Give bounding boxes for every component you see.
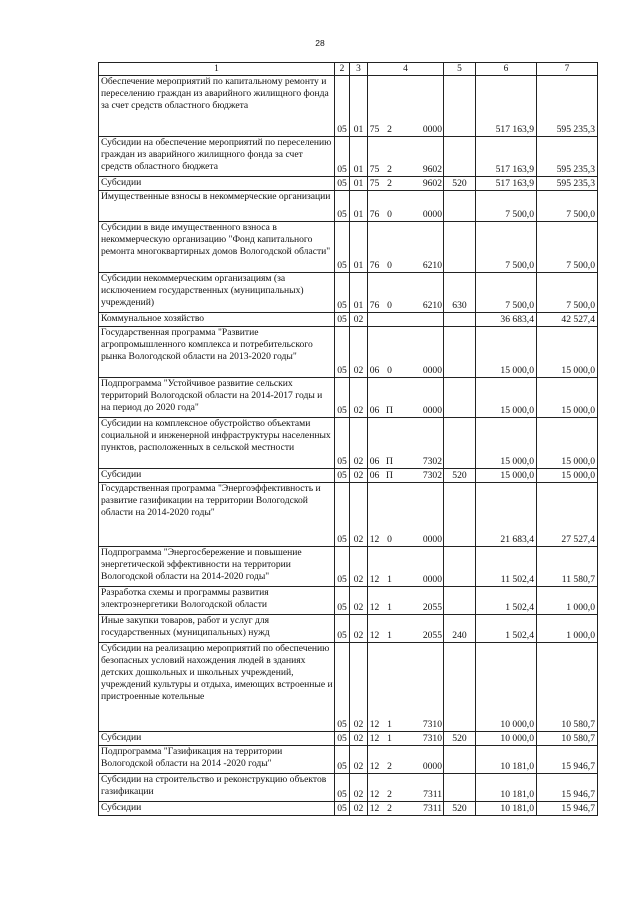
subsection-code: 02 [350, 547, 368, 587]
table-row [99, 177, 598, 191]
subsection-code: 02 [350, 774, 368, 802]
table-row [99, 774, 598, 802]
amount-2017: 10 580,7 [537, 643, 598, 732]
expense-type-code [444, 643, 476, 732]
budget-table [98, 62, 598, 816]
table-row [99, 802, 598, 816]
section-code: 05 [335, 615, 350, 643]
subsection-code: 01 [350, 76, 368, 137]
amount-2017: 15 000,0 [537, 327, 598, 378]
amount-2016: 11 502,4 [476, 547, 537, 587]
direction-code: 2055 [422, 602, 442, 613]
direction-code: 0000 [422, 209, 442, 220]
amount-2016: 10 181,0 [476, 746, 537, 774]
article-name: Разработка схемы и программы развития электроэнергетики Вологодской области [99, 587, 335, 615]
table-row [99, 76, 598, 137]
target-article-code [368, 137, 444, 177]
amount-2017: 11 580,7 [537, 547, 598, 587]
subsection-code: 02 [350, 313, 368, 327]
direction-code: 7311 [423, 803, 442, 814]
section-code: 05 [335, 469, 350, 483]
amount-2017: 15 000,0 [537, 469, 598, 483]
subsection-code: 02 [350, 418, 368, 469]
subprogram-code: П [386, 456, 393, 467]
amount-2017: 595 235,3 [537, 137, 598, 177]
subsection-code: 02 [350, 732, 368, 746]
section-code: 05 [335, 378, 350, 418]
amount-2016: 517 163,9 [476, 137, 537, 177]
expense-type-code [444, 137, 476, 177]
amount-2017: 595 235,3 [537, 76, 598, 137]
amount-2016: 15 000,0 [476, 378, 537, 418]
program-code: 75 [369, 164, 380, 175]
subprogram-code: 1 [387, 733, 392, 744]
amount-2017: 15 000,0 [537, 378, 598, 418]
amount-2017: 1 000,0 [537, 587, 598, 615]
subsection-code: 02 [350, 469, 368, 483]
target-article-code [368, 469, 444, 483]
subprogram-code: 0 [387, 534, 392, 545]
section-code: 05 [335, 547, 350, 587]
subsection-code: 02 [350, 327, 368, 378]
program-code: 76 [369, 260, 380, 271]
article-name: Субсидии на комплексное обустройство объектами социальной и инженерной инфраструктуры населенных пунктов, расположенных в сельской местности [99, 418, 335, 469]
table-row [99, 587, 598, 615]
header-cell: 6 [476, 63, 537, 76]
section-code: 05 [335, 732, 350, 746]
header-cell: 7 [537, 63, 598, 76]
amount-2016: 10 181,0 [476, 774, 537, 802]
subprogram-code: П [386, 405, 393, 416]
article-name: Обеспечение мероприятий по капитальному ремонту и переселению граждан из аварийного жилищного фонда за счет средств областного бюджета [99, 76, 335, 137]
target-article-code [368, 643, 444, 732]
expense-type-code [444, 222, 476, 273]
section-code: 05 [335, 418, 350, 469]
target-article-code [368, 746, 444, 774]
amount-2017: 15 946,7 [537, 774, 598, 802]
program-code: 12 [369, 733, 380, 744]
target-article-code [368, 177, 444, 191]
article-name: Субсидии [99, 732, 335, 746]
header-cell: 3 [350, 63, 368, 76]
direction-code: 9602 [422, 164, 442, 175]
amount-2017: 595 235,3 [537, 177, 598, 191]
table-row [99, 547, 598, 587]
amount-2016: 15 000,0 [476, 418, 537, 469]
direction-code: 0000 [422, 365, 442, 376]
direction-code: 0000 [422, 124, 442, 135]
target-article-code [368, 774, 444, 802]
target-article-code [368, 483, 444, 547]
table-row [99, 378, 598, 418]
subsection-code: 02 [350, 643, 368, 732]
amount-2016: 36 683,4 [476, 313, 537, 327]
expense-type-code [444, 547, 476, 587]
amount-2016: 7 500,0 [476, 191, 537, 222]
target-article-code [368, 732, 444, 746]
amount-2017: 7 500,0 [537, 222, 598, 273]
program-code: 12 [369, 630, 380, 641]
target-article-code [368, 327, 444, 378]
expense-type-code [444, 418, 476, 469]
header-row [99, 63, 598, 76]
amount-2017: 10 580,7 [537, 732, 598, 746]
expense-type-code [444, 76, 476, 137]
table-row [99, 418, 598, 469]
amount-2017: 15 946,7 [537, 746, 598, 774]
table-row [99, 469, 598, 483]
target-article-code [368, 222, 444, 273]
direction-code: 7310 [422, 719, 442, 730]
target-article-code [368, 418, 444, 469]
section-code: 05 [335, 313, 350, 327]
expense-type-code: 240 [444, 615, 476, 643]
subsection-code: 02 [350, 378, 368, 418]
amount-2017: 27 527,4 [537, 483, 598, 547]
target-article-code [368, 587, 444, 615]
subprogram-code: 0 [387, 209, 392, 220]
amount-2016: 517 163,9 [476, 76, 537, 137]
table-row [99, 643, 598, 732]
amount-2016: 517 163,9 [476, 177, 537, 191]
table-row [99, 483, 598, 547]
amount-2016: 7 500,0 [476, 222, 537, 273]
expense-type-code: 520 [444, 469, 476, 483]
table-row [99, 191, 598, 222]
direction-code: 7302 [422, 456, 442, 467]
program-code: 12 [369, 574, 380, 585]
subprogram-code: 2 [387, 164, 392, 175]
expense-type-code [444, 327, 476, 378]
amount-2016: 15 000,0 [476, 469, 537, 483]
program-code: 76 [369, 300, 380, 311]
subprogram-code: 1 [387, 719, 392, 730]
section-code: 05 [335, 177, 350, 191]
expense-type-code [444, 378, 476, 418]
target-article-code [368, 547, 444, 587]
table-row [99, 273, 598, 313]
target-article-code [368, 802, 444, 816]
subprogram-code: 2 [387, 803, 392, 814]
expense-type-code [444, 483, 476, 547]
amount-2016: 15 000,0 [476, 327, 537, 378]
article-name: Субсидии на строительство и реконструкцию объектов газификации [99, 774, 335, 802]
amount-2016: 10 000,0 [476, 643, 537, 732]
header-cell: 4 [368, 63, 444, 76]
amount-2016: 10 181,0 [476, 802, 537, 816]
table-row [99, 615, 598, 643]
table-row [99, 327, 598, 378]
amount-2016: 21 683,4 [476, 483, 537, 547]
program-code: 76 [369, 209, 380, 220]
expense-type-code: 520 [444, 802, 476, 816]
section-code: 05 [335, 483, 350, 547]
section-code: 05 [335, 643, 350, 732]
target-article-code [368, 273, 444, 313]
subsection-code: 02 [350, 483, 368, 547]
program-code: 06 [369, 470, 380, 481]
direction-code: 2055 [422, 630, 442, 641]
subprogram-code: 0 [387, 365, 392, 376]
header-cell: 2 [335, 63, 350, 76]
program-code: 06 [369, 365, 380, 376]
section-code: 05 [335, 587, 350, 615]
target-article-code [368, 615, 444, 643]
subprogram-code: 0 [387, 260, 392, 271]
section-code: 05 [335, 802, 350, 816]
subprogram-code: 1 [387, 602, 392, 613]
article-name: Иные закупки товаров, работ и услуг для государственных (муниципальных) нужд [99, 615, 335, 643]
subsection-code: 01 [350, 273, 368, 313]
article-name: Подпрограмма "Энергосбережение и повышение энергетической эффективности на территории Вологодской области на 2014-2020 годы" [99, 547, 335, 587]
table-row [99, 732, 598, 746]
section-code: 05 [335, 76, 350, 137]
subsection-code: 02 [350, 587, 368, 615]
article-name: Субсидии некоммерческим организациям (за исключением государственных (муниципальных) учреждений) [99, 273, 335, 313]
expense-type-code [444, 191, 476, 222]
target-article-code [368, 76, 444, 137]
target-article-code [368, 313, 444, 327]
amount-2016: 1 502,4 [476, 615, 537, 643]
subprogram-code: 1 [387, 574, 392, 585]
program-code: 12 [369, 803, 380, 814]
article-name: Государственная программа "Развитие агропромышленного комплекса и потребительского рынка Вологодской области на 2013-2020 годы" [99, 327, 335, 378]
subsection-code: 02 [350, 615, 368, 643]
subprogram-code: П [386, 470, 393, 481]
section-code: 05 [335, 273, 350, 313]
program-code: 75 [369, 178, 380, 189]
subsection-code: 01 [350, 222, 368, 273]
direction-code: 0000 [422, 761, 442, 772]
subsection-code: 01 [350, 177, 368, 191]
section-code: 05 [335, 191, 350, 222]
direction-code: 0000 [422, 534, 442, 545]
program-code: 12 [369, 534, 380, 545]
amount-2017: 42 527,4 [537, 313, 598, 327]
article-name: Субсидии [99, 469, 335, 483]
article-name: Субсидии на реализацию мероприятий по обеспечению безопасных условий нахождения людей в зданиях детских дошкольных и школьных учреждений, учреждений культуры и отдыха, имеющих встроенные и пристроенные котельные [99, 643, 335, 732]
article-name: Подпрограмма "Устойчивое развитие сельских территорий Вологодской области на 2014-2017 годы и на период до 2020 года" [99, 378, 335, 418]
table-row [99, 313, 598, 327]
amount-2017: 15 000,0 [537, 418, 598, 469]
section-code: 05 [335, 746, 350, 774]
subprogram-code: 2 [387, 761, 392, 772]
article-name: Субсидии на обеспечение мероприятий по переселению граждан из аварийного жилищного фонда за счет средств областного бюджета [99, 137, 335, 177]
subprogram-code: 0 [387, 300, 392, 311]
section-code: 05 [335, 222, 350, 273]
direction-code: 0000 [422, 574, 442, 585]
program-code: 12 [369, 602, 380, 613]
direction-code: 7310 [422, 733, 442, 744]
article-name: Подпрограмма "Газификация на территории Вологодской области на 2014 -2020 годы" [99, 746, 335, 774]
program-code: 12 [369, 719, 380, 730]
program-code: 06 [369, 405, 380, 416]
article-name: Субсидии [99, 802, 335, 816]
target-article-code [368, 378, 444, 418]
amount-2017: 15 946,7 [537, 802, 598, 816]
subsection-code: 01 [350, 137, 368, 177]
subprogram-code: 2 [387, 178, 392, 189]
direction-code: 6210 [422, 300, 442, 311]
page-number: 28 [315, 38, 325, 48]
direction-code: 6210 [422, 260, 442, 271]
subprogram-code: 2 [387, 789, 392, 800]
header-cell: 1 [99, 63, 335, 76]
subsection-code: 01 [350, 191, 368, 222]
amount-2017: 1 000,0 [537, 615, 598, 643]
table-row [99, 746, 598, 774]
table-row [99, 137, 598, 177]
amount-2016: 10 000,0 [476, 732, 537, 746]
table-row [99, 222, 598, 273]
article-name: Субсидии [99, 177, 335, 191]
expense-type-code: 630 [444, 273, 476, 313]
expense-type-code: 520 [444, 732, 476, 746]
subprogram-code: 2 [387, 124, 392, 135]
amount-2016: 1 502,4 [476, 587, 537, 615]
program-code: 12 [369, 761, 380, 772]
subsection-code: 02 [350, 802, 368, 816]
direction-code: 7311 [423, 789, 442, 800]
section-code: 05 [335, 327, 350, 378]
expense-type-code [444, 313, 476, 327]
section-code: 05 [335, 774, 350, 802]
article-name: Коммунальное хозяйство [99, 313, 335, 327]
direction-code: 9602 [422, 178, 442, 189]
program-code: 12 [369, 789, 380, 800]
target-article-code [368, 191, 444, 222]
subprogram-code: 1 [387, 630, 392, 641]
program-code: 75 [369, 124, 380, 135]
section-code: 05 [335, 137, 350, 177]
expense-type-code [444, 746, 476, 774]
expense-type-code [444, 774, 476, 802]
subsection-code: 02 [350, 746, 368, 774]
header-cell: 5 [444, 63, 476, 76]
direction-code: 7302 [422, 470, 442, 481]
amount-2017: 7 500,0 [537, 191, 598, 222]
direction-code: 0000 [422, 405, 442, 416]
article-name: Имущественные взносы в некоммерческие организации [99, 191, 335, 222]
article-name: Государственная программа "Энергоэффективность и развитие газификации на территории Вологодской области на 2014-2020 годы" [99, 483, 335, 547]
program-code: 06 [369, 456, 380, 467]
article-name: Субсидии в виде имущественного взноса в некоммерческую организацию "Фонд капитального ремонта многоквартирных домов Вологодской области" [99, 222, 335, 273]
expense-type-code [444, 587, 476, 615]
expense-type-code: 520 [444, 177, 476, 191]
amount-2017: 7 500,0 [537, 273, 598, 313]
amount-2016: 7 500,0 [476, 273, 537, 313]
